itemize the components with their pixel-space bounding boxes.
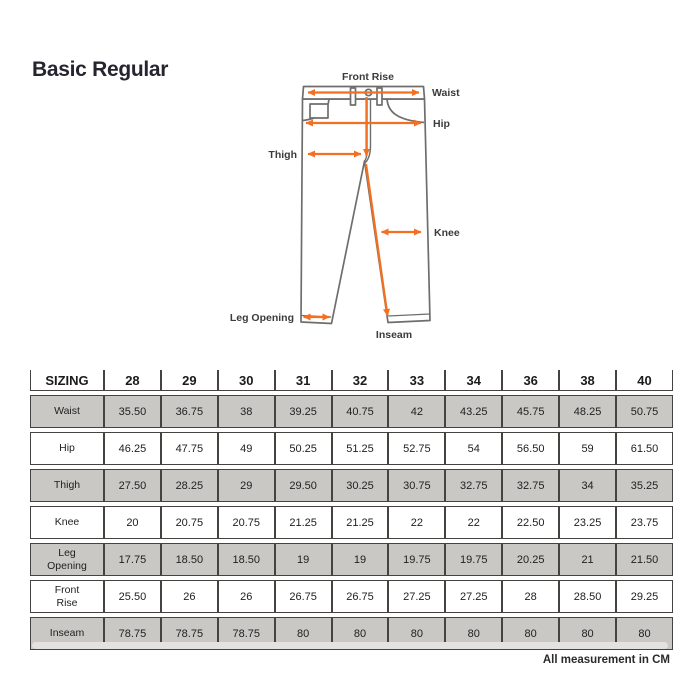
waist-label: Waist [432,87,460,99]
measurement-cell: 54 [445,432,502,465]
measurement-cell: 21.50 [616,543,673,576]
measurement-cell: 39.25 [275,395,332,428]
measurement-cell: 19.75 [445,543,502,576]
measurement-cell: 35.50 [104,395,161,428]
size-column-header: 32 [332,370,389,391]
size-column-header: 33 [388,370,445,391]
measurement-cell: 20.75 [218,506,275,539]
measurement-cell: 80 [559,617,616,650]
size-table-wrap [30,366,673,654]
measurement-cell: 38 [218,395,275,428]
row-label: Inseam [30,617,104,650]
measurement-cell: 52.75 [388,432,445,465]
measurement-cell: 22 [388,506,445,539]
measurement-cell: 29 [218,469,275,502]
units-note: All measurement in CM [542,654,670,666]
measurement-cell: 21.25 [275,506,332,539]
measurement-cell: 29.25 [616,580,673,613]
measurement-cell: 48.25 [559,395,616,428]
measurement-cell: 42 [388,395,445,428]
measurement-cell: 80 [332,617,389,650]
sizing-header-cell: SIZING [30,370,104,391]
measurement-cell: 23.75 [616,506,673,539]
table-row [30,506,673,539]
measurement-cell: 26 [218,580,275,613]
measurement-cell: 20.25 [502,543,559,576]
size-column-header: 38 [559,370,616,391]
measurement-cell: 47.75 [161,432,218,465]
row-label: Front Rise [30,580,104,613]
hip-label: Hip [433,118,450,130]
measurement-cell: 26.75 [275,580,332,613]
measurement-cell: 56.50 [502,432,559,465]
measurement-cell: 78.75 [104,617,161,650]
measurement-cell: 19 [275,543,332,576]
measurement-cell: 51.25 [332,432,389,465]
measurement-cell: 50.75 [616,395,673,428]
size-column-header: 31 [275,370,332,391]
measurement-cell: 61.50 [616,432,673,465]
measurement-cell: 26 [161,580,218,613]
measurement-cell: 80 [275,617,332,650]
size-column-header: 34 [445,370,502,391]
measurement-cell: 27.25 [388,580,445,613]
measurement-cell: 29.50 [275,469,332,502]
row-label: Hip [30,432,104,465]
measurement-cell: 20.75 [161,506,218,539]
measurement-cell: 23.25 [559,506,616,539]
table-row [30,469,673,502]
size-column-header: 36 [502,370,559,391]
measurement-cell: 80 [502,617,559,650]
measurement-cell: 30.75 [388,469,445,502]
measurement-cell: 21 [559,543,616,576]
measurement-cell: 18.50 [218,543,275,576]
measurement-cell: 19.75 [388,543,445,576]
jeans-measurement-diagram [230,65,470,345]
measurement-cell: 78.75 [161,617,218,650]
measurement-cell: 22.50 [502,506,559,539]
table-row [30,580,673,613]
measurement-cell: 27.25 [445,580,502,613]
measurement-cell: 59 [559,432,616,465]
table-row [30,543,673,576]
measurement-cell: 20 [104,506,161,539]
measurement-cell: 26.75 [332,580,389,613]
page-title: Basic Regular [32,58,169,81]
size-column-header: 29 [161,370,218,391]
measurement-cell: 50.25 [275,432,332,465]
row-label: Waist [30,395,104,428]
size-column-header: 30 [218,370,275,391]
measurement-cell: 32.75 [502,469,559,502]
measurement-cell: 28.25 [161,469,218,502]
measurement-cell: 45.75 [502,395,559,428]
measurement-cell: 28.50 [559,580,616,613]
size-table-header-row [30,370,673,391]
size-table-body [30,395,673,650]
measurement-cell: 35.25 [616,469,673,502]
measurement-cell: 80 [616,617,673,650]
inseam-label: Inseam [375,329,413,341]
measurement-cell: 49 [218,432,275,465]
knee-label: Knee [434,227,460,239]
table-row [30,432,673,465]
measurement-cell: 46.25 [104,432,161,465]
measurement-cell: 28 [502,580,559,613]
size-table [30,366,673,654]
measurement-cell: 34 [559,469,616,502]
measurement-cell: 78.75 [218,617,275,650]
row-label: Knee [30,506,104,539]
size-column-header: 40 [616,370,673,391]
thigh-label: Thigh [268,149,297,161]
measurement-cell: 30.25 [332,469,389,502]
measurement-cell: 36.75 [161,395,218,428]
measurement-cell: 80 [388,617,445,650]
measurement-cell: 21.25 [332,506,389,539]
row-label: Leg Opening [30,543,104,576]
measurement-cell: 80 [445,617,502,650]
measurement-cell: 17.75 [104,543,161,576]
horizontal-scrollbar[interactable] [32,642,668,649]
measurement-cell: 19 [332,543,389,576]
measurement-cell: 27.50 [104,469,161,502]
measurement-cell: 18.50 [161,543,218,576]
front-rise-label: Front Rise [342,71,394,83]
leg-opening-label: Leg Opening [230,312,294,324]
measurement-cell: 40.75 [332,395,389,428]
row-label: Thigh [30,469,104,502]
measurement-cell: 25.50 [104,580,161,613]
measurement-cell: 32.75 [445,469,502,502]
measurement-cell: 22 [445,506,502,539]
measurement-cell: 43.25 [445,395,502,428]
table-row [30,395,673,428]
size-column-header: 28 [104,370,161,391]
